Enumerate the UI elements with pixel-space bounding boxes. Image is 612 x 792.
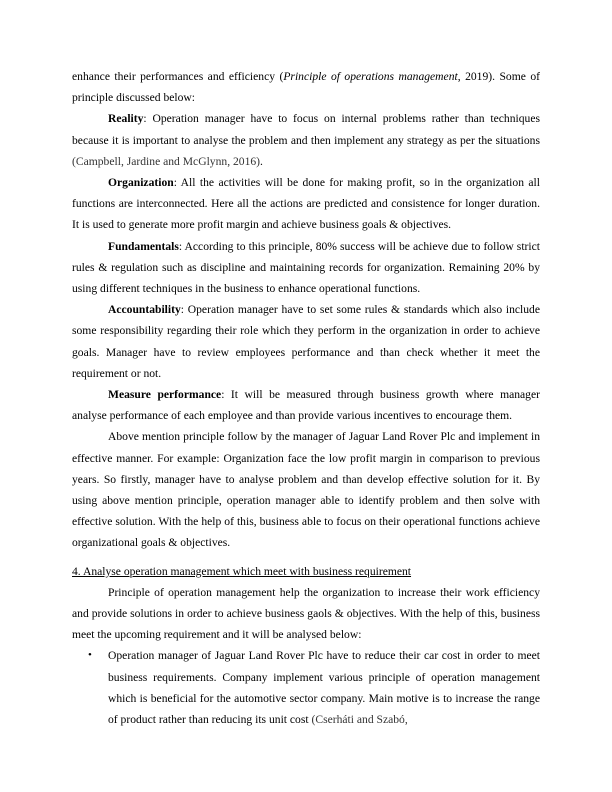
- summary-paragraph: Above mention principle follow by the manager of Jaguar Land Rover Plc and implement in effective manner. For example: Organization face the low profit margin in comparison to previous years. So firstly, manager have to analyse problem and than develop effective solution for it. By using above mention principle, operation manager able to identify problem and then solve with effective solution. With the help of this, business able to focus on their operational functions achieve organizational goals & objectives.: [72, 430, 540, 550]
- requirement-list: [72, 645, 540, 730]
- intro-text: enhance their performances and efficiency (: [72, 70, 284, 83]
- principle-organization: [72, 172, 540, 236]
- bullet-icon: •: [88, 649, 92, 662]
- section-intro-paragraph: Principle of operation management help the organization to increase their work efficiency and provide solutions in order to achieve business gaols & objectives. With the help of this, business meet the upcoming requirement and it will be analysed below:: [72, 585, 540, 642]
- principle-measure-performance: [72, 384, 540, 426]
- principle-accountability: [72, 299, 540, 384]
- intro-text-end: , 2019). Some of principle discussed below:: [72, 70, 541, 105]
- citation: (Campbell, Jardine and McGlynn, 2016): [72, 154, 261, 168]
- section-heading: 4. Analyse operation management which meet with business requirement: [72, 564, 412, 578]
- principle-term: Measure performance: [108, 388, 222, 402]
- principle-text: : It will be measured through business growth where manager analyse performance of each employee and than provide various incentives to encourage them.: [72, 388, 540, 423]
- principle-term: Reality: [108, 112, 144, 126]
- principle-fundamentals: [72, 236, 540, 300]
- principle-reality: [72, 108, 540, 172]
- citation: (Cserháti and Szabó,: [311, 713, 408, 727]
- principle-text: : Operation manager have to focus on internal problems rather than techniques because it is important to analyse the problem and then implement any strategy as per the situations: [72, 112, 540, 147]
- principle-term: Accountability: [108, 303, 181, 317]
- principle-text: : Operation manager have to set some rules & standards which also include some responsibility regarding their role which they perform in the organization in order to achieve goals. Manager have to review employees performance and than check whether it meet the requirement or not.: [72, 303, 540, 380]
- list-item-text: Operation manager of Jaguar Land Rover Plc have to reduce their car cost in order to meet business requirements. Company implement various principle of operation management which is beneficial for the automotive sector company. Main motive is to increase the range of product rather than reducing its unit cost: [108, 649, 540, 727]
- punctuation: .: [260, 154, 263, 168]
- list-item: [72, 645, 540, 730]
- principle-term: Fundamentals: [108, 239, 179, 253]
- intro-paragraph: [72, 66, 540, 108]
- principle-term: Organization: [108, 176, 174, 190]
- principle-text: : According to this principle, 80% success will be achieve due to follow strict rules & regulation such as discipline and maintaining records for organization. Remaining 20% by using different techniques in the business to enhance operational functions.: [72, 239, 540, 296]
- document-page: [72, 66, 540, 730]
- intro-source-title: Principle of operations management: [283, 70, 458, 83]
- principle-text: : All the activities will be done for making profit, so in the organization all functions are interconnected. Here all the actions are predicted and consistence for longer duration. It is used to generate more profit margin and achieve business goals & objectives.: [72, 176, 540, 232]
